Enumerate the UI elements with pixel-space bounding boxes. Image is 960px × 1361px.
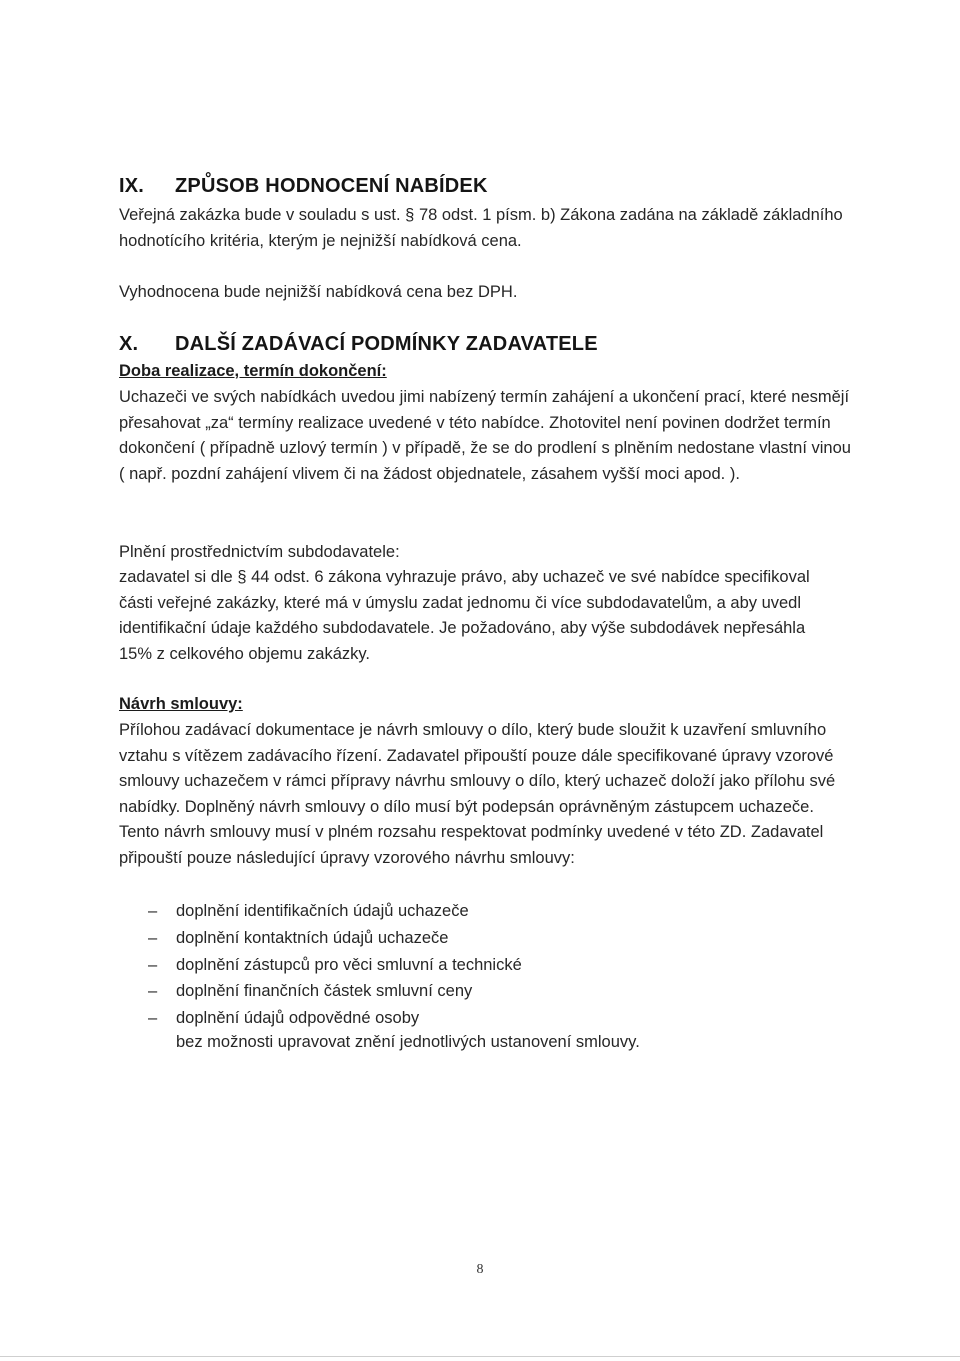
allowed-edits-list — [148, 898, 848, 1032]
section-ix-number: IX. — [119, 175, 145, 197]
subdodavatel-text: zadavatel si dle § 44 odst. 6 zákona vyhrazuje právo, aby uchazeč ve své nabídce specifikoval části veřejné zakázky, které má v úmyslu zadat jednomu či více subdodavatelům, a aby uvedl identifikační údaje každého subdodavatele. Je požadováno, aby výše subdodávek nepřesáhla 15% z celkového objemu zakázky. — [119, 568, 810, 663]
subdodavatel-heading: Plnění prostřednictvím subdodavatele: — [119, 543, 400, 561]
list-item — [148, 978, 848, 1005]
doba-realizace-heading: Doba realizace, termín dokončení: — [119, 362, 387, 380]
list-dash: – — [148, 928, 158, 947]
list-item-text: doplnění kontaktních údajů uchazeče — [176, 928, 449, 947]
section-ix-title: ZPŮSOB HODNOCENÍ NABÍDEK — [175, 175, 488, 197]
section-ix-paragraph-1: Veřejná zakázka bude v souladu s ust. § 78 odst. 1 písm. b) Zákona zadána na základě základního hodnotícího kritéria, kterým je nejnižší nabídková cena. — [119, 206, 843, 250]
list-dash: – — [148, 902, 158, 920]
scan-edge-line — [0, 1356, 960, 1357]
list-dash: – — [148, 955, 158, 974]
list-dash: – — [148, 982, 158, 1001]
page-number: 8 — [476, 1262, 484, 1277]
section-ix-paragraph-2: Vyhodnocena bude nejnižší nabídková cena bez DPH. — [119, 283, 518, 301]
list-item-text: doplnění zástupců pro věci smluvní a technické — [176, 955, 522, 974]
list-dash: – — [148, 1009, 158, 1028]
section-x-number: X. — [119, 333, 139, 355]
section-ix-heading — [119, 175, 859, 198]
list-item-text: doplnění finančních částek smluvní ceny — [176, 982, 473, 1001]
navrh-smlouvy-heading: Návrh smlouvy: — [119, 695, 243, 713]
list-item-text: doplnění údajů odpovědné osoby — [176, 1009, 420, 1028]
navrh-smlouvy-text: Přílohou zadávací dokumentace je návrh smlouvy o dílo, který bude sloužit k uzavření smluvního vztahu s vítězem zadávacího řízení. Zadavatel připouští pouze dále specifikované úpravy vzorové smlouvy uchazečem v rámci přípravy návrhu smlouvy o dílo, který uchazeč doloží jako přílohu své nabídky. Doplněný návrh smlouvy o dílo musí být podepsán oprávněným zástupcem uchazeče. Tento návrh smlouvy musí v plném rozsahu respektovat podmínky uvedené v této ZD. Zadavatel připouští pouze následující úpravy vzorového návrhu smlouvy: — [119, 721, 836, 867]
section-x-heading — [119, 333, 859, 356]
list-item — [148, 925, 848, 952]
list-item — [148, 952, 848, 979]
list-tail-text: bez možnosti upravovat znění jednotlivých ustanovení smlouvy. — [176, 1033, 640, 1051]
list-item-text: doplnění identifikačních údajů uchazeče — [176, 902, 469, 920]
list-item — [148, 1005, 848, 1032]
doba-realizace-text: Uchazeči ve svých nabídkách uvedou jimi nabízený termín zahájení a ukončení prací, které nesmějí přesahovat „za“ termíny realizace uvedené v této nabídce. Zhotovitel není povinen dodržet termín dokončení ( případně uzlový termín ) v případě, že se do prodlení s plněním nedostane vlastní vinou ( např. pozdní zahájení vlivem či na žádost objednatele, zásahem vyšší moci apod. ). — [119, 388, 851, 483]
section-x-title: DALŠÍ ZADÁVACÍ PODMÍNKY ZADAVATELE — [175, 333, 598, 355]
list-item — [148, 898, 848, 925]
